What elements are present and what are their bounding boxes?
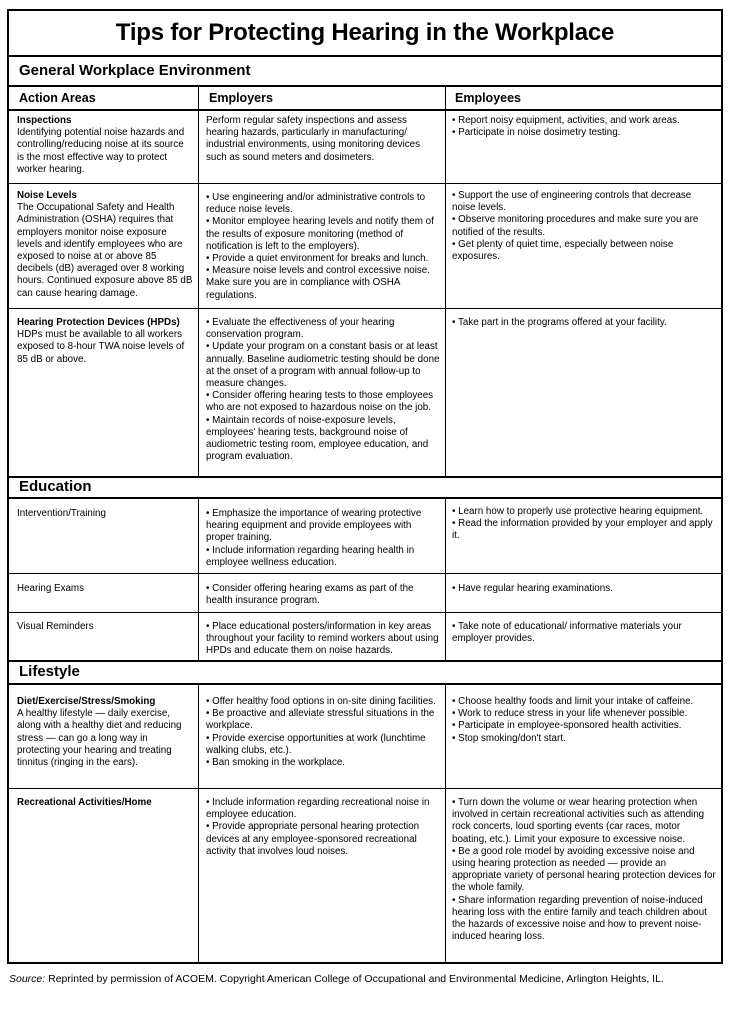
list-item: • Include information regarding recreational noise in employee education.	[206, 797, 440, 821]
source-note	[9, 973, 709, 986]
row-inspections-employees	[452, 115, 717, 139]
list-item: • Choose healthy foods and limit your intake of caffeine.	[452, 696, 717, 708]
divider	[198, 86, 199, 476]
divider	[9, 683, 721, 685]
row-inspections-action	[17, 115, 193, 176]
divider	[9, 497, 721, 499]
page-title: Tips for Protecting Hearing in the Workplace	[115, 19, 615, 46]
list-item: • Place educational posters/information in key areas throughout your facility to remind workers about using HPDs and educate them on noise hazards.	[206, 621, 440, 658]
divider	[9, 183, 721, 184]
list-item: • Ban smoking in the workplace.	[206, 757, 440, 769]
list-item: • Measure noise levels and control excessive noise. Make sure you are in compliance with OSHA regulations.	[206, 265, 440, 302]
list-item: • Support the use of engineering controls that decrease noise levels.	[452, 190, 717, 214]
row-diet-employees	[452, 696, 717, 745]
list-item: • Work to reduce stress in your life whenever possible.	[452, 708, 717, 720]
row-recreational-action	[17, 797, 193, 809]
row-description: The Occupational Safety and Health Administration (OSHA) requires that employers monitor noise exposure levels and identify employees who are exposed to noise at or above 85 decibels (dB) averaged over 8 working hours. Continued exposure above 85 dB can cause hearing damage.	[17, 202, 193, 299]
row-label: Noise Levels	[17, 190, 77, 201]
section-general-title: General Workplace Environment	[19, 62, 251, 79]
list-item: • Provide a quiet environment for breaks and lunch.	[206, 253, 440, 265]
list-item: • Offer healthy food options in on-site dining facilities.	[206, 696, 440, 708]
divider	[9, 612, 721, 613]
row-hpd-employees	[452, 317, 717, 329]
list-item: • Monitor employee hearing levels and notify them of the results of exposure monitoring (method of notification is left to the employers).	[206, 216, 440, 253]
row-description: A healthy lifestyle — daily exercise, along with a healthy diet and reducing stress — can go a long way in protecting your hearing and treating tinnitus (ringing in the ears).	[17, 708, 182, 769]
row-visual-employees	[452, 621, 717, 645]
divider	[445, 499, 446, 660]
row-hpd-action	[17, 317, 193, 366]
list-item: • Consider offering hearing tests to those employees who are not exposed to hazardous noise on the job.	[206, 390, 440, 414]
list-item: • Be a good role model by avoiding excessive noise and using hearing protection as needed — provide an appropriate variety of personal hearing protection devices for the whole family.	[452, 846, 717, 895]
row-recreational-employers	[206, 797, 440, 858]
list-item: • Participate in noise dosimetry testing.	[452, 127, 717, 139]
divider	[9, 788, 721, 789]
list-item: • Get plenty of quiet time, especially between noise exposures.	[452, 239, 717, 263]
row-recreational-employees	[452, 797, 717, 943]
list-item: • Learn how to properly use protective hearing equipment.	[452, 506, 717, 518]
row-hpd-employers	[206, 317, 440, 463]
list-item: • Update your program on a constant basis or at least annually. Baseline audiometric testing should be done at the onset of a program with annual follow-up to measure changes.	[206, 341, 440, 390]
list-item: • Have regular hearing examinations.	[452, 583, 717, 595]
list-item: • Report noisy equipment, activities, and work areas.	[452, 115, 717, 127]
row-exams-employers	[206, 583, 440, 607]
list-item: • Observe monitoring procedures and make sure you are notified of the results.	[452, 214, 717, 238]
row-intervention-employees	[452, 506, 717, 543]
list-item: • Stop smoking/don't start.	[452, 733, 717, 745]
row-noise-employers	[206, 192, 440, 302]
row-inspections-employers	[206, 115, 440, 164]
list-item: • Provide exercise opportunities at work (lunchtime walking clubs, etc.).	[206, 733, 440, 757]
source-label: Source:	[9, 973, 46, 985]
employers-text: Perform regular safety inspections and assess hearing hazards, particularly in manufacturing/ industrial environments, using monitoring devices such as sound meters and dosimeters.	[206, 115, 421, 163]
list-item: • Consider offering hearing exams as part of the health insurance program.	[206, 583, 440, 607]
divider	[445, 685, 446, 964]
row-exams-action	[17, 583, 193, 595]
divider	[9, 660, 721, 662]
row-label: Diet/Exercise/Stress/Smoking	[17, 696, 156, 707]
row-label: Visual Reminders	[17, 621, 94, 632]
row-description: HDPs must be available to all workers exposed to 8-hour TWA noise levels of 85 dB or above.	[17, 329, 185, 365]
row-label: Inspections	[17, 115, 72, 126]
section-education-title: Education	[19, 478, 92, 495]
divider	[9, 109, 721, 111]
row-description: Identifying potential noise hazards and controlling/reducing noise at its source is the most effective way to protect worker hearing.	[17, 127, 185, 175]
column-employees: Employees	[455, 91, 522, 105]
list-item: • Turn down the volume or wear hearing protection when involved in certain recreational activities such as attending rock concerts, loud sporting events (car races, motor boating, etc.). Limit your exposure to excessive noise.	[452, 797, 717, 846]
row-label: Hearing Protection Devices (HPDs)	[17, 317, 180, 328]
row-visual-action	[17, 621, 193, 633]
row-diet-action	[17, 696, 193, 769]
list-item: • Provide appropriate personal hearing protection devices at any employee-sponsored recreational activity that involves loud noises.	[206, 821, 440, 858]
divider	[9, 55, 721, 57]
row-noise-action	[17, 190, 193, 300]
row-noise-employees	[452, 190, 717, 263]
column-action-areas: Action Areas	[19, 91, 96, 105]
row-label: Recreational Activities/Home	[17, 797, 152, 808]
column-employers: Employers	[209, 91, 273, 105]
list-item: • Emphasize the importance of wearing protective hearing equipment and provide employees with proper training.	[206, 508, 440, 545]
row-intervention-employers	[206, 508, 440, 569]
divider	[445, 86, 446, 476]
divider	[9, 573, 721, 574]
list-item: • Maintain records of noise-exposure levels, employees' hearing tests, background noise of audiometric testing room, employee education, and program evaluation.	[206, 415, 440, 464]
divider	[198, 685, 199, 964]
row-diet-employers	[206, 696, 440, 769]
divider	[9, 476, 721, 478]
list-item: • Read the information provided by your employer and apply it.	[452, 518, 717, 542]
tips-table	[7, 9, 723, 964]
divider	[9, 308, 721, 309]
divider	[198, 499, 199, 660]
list-item: • Evaluate the effectiveness of your hearing conservation program.	[206, 317, 440, 341]
list-item: • Take part in the programs offered at your facility.	[452, 317, 717, 329]
row-visual-employers	[206, 621, 440, 658]
row-exams-employees	[452, 583, 717, 595]
list-item: • Take note of educational/ informative materials your employer provides.	[452, 621, 717, 645]
source-text: Reprinted by permission of ACOEM. Copyright American College of Occupational and Environmental Medicine, Arlington Heights, IL.	[48, 973, 664, 985]
list-item: • Use engineering and/or administrative controls to reduce noise levels.	[206, 192, 440, 216]
row-intervention-action	[17, 508, 193, 520]
list-item: • Be proactive and alleviate stressful situations in the workplace.	[206, 708, 440, 732]
list-item: • Participate in employee-sponsored health activities.	[452, 720, 717, 732]
row-label: Intervention/Training	[17, 508, 106, 519]
section-lifestyle-title: Lifestyle	[19, 663, 80, 680]
row-label: Hearing Exams	[17, 583, 84, 594]
divider	[9, 85, 721, 87]
list-item: • Include information regarding hearing health in employee wellness education.	[206, 545, 440, 569]
list-item: • Share information regarding prevention of noise-induced hearing loss with the entire family and teach children about the hazards of excessive noise and how to prevent noise-induced hearing loss.	[452, 895, 717, 944]
